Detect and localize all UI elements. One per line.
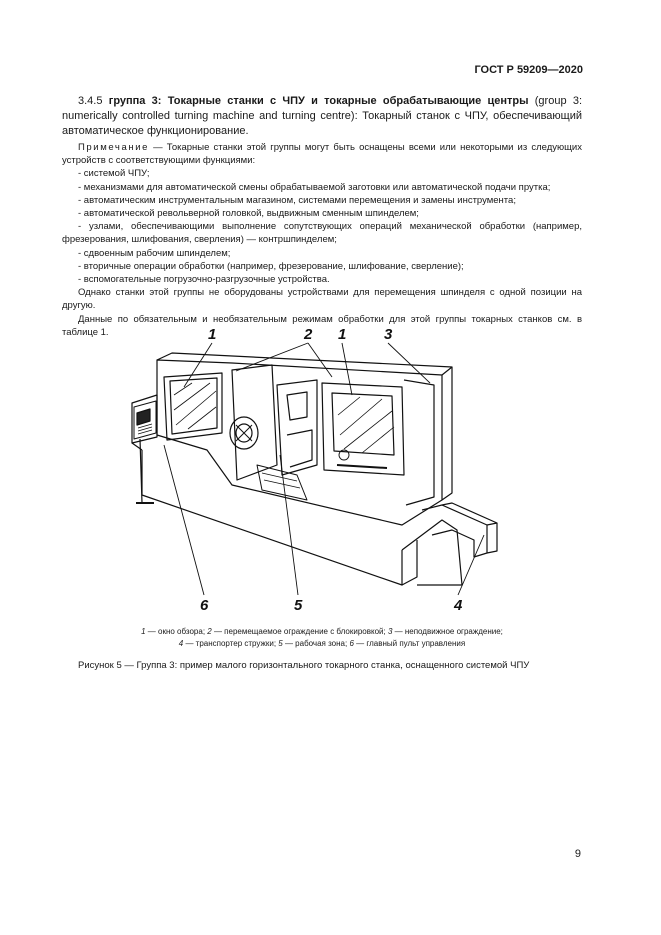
control-panel [134,401,156,503]
callout-number: 5 [294,597,303,614]
note-item: - автоматическим инструментальным магазином, системами перемещения и замены инструмента; [78,194,516,206]
figure-legend [62,626,582,650]
table-reference: Данные по обязательным и необязательным режимам обработки для этой группы токарных станков см. в таблице 1. [62,313,582,338]
term-title: группа 3: Токарные станки с ЧПУ и токарные обрабатывающие центры [108,95,529,107]
lathe-figure [112,325,512,617]
legend-text: — неподвижное ограждение; [392,627,503,636]
machine-base [142,450,402,585]
note-item: - механизмами для автоматической смены обрабатываемой заготовки или автоматической подачи прутка; [78,181,551,193]
page-number: 9 [574,848,581,860]
legend-number: 4 [178,639,184,648]
right-viewing-window [322,383,404,475]
callout-number: 1 [208,326,217,343]
callout-number: 6 [200,597,209,614]
legend-number: 3 [387,627,393,636]
note-item: - вспомогательные погрузочно-разгрузочные устройства. [78,274,330,286]
left-viewing-window [164,373,222,440]
note-item: - вторичные операции обработки (например, фрезерование, шлифование, сверление); [78,260,464,272]
legend-number: 2 [207,627,212,636]
legend-text: — окно обзора; [145,627,208,636]
legend-text: — транспортер стружки; [183,639,279,648]
machine-body [157,360,442,525]
legend-number: 6 [349,639,354,648]
term-definition [62,94,582,139]
document-id: ГОСТ Р 59209—2020 [474,64,583,76]
callout-number: 3 [384,326,393,343]
sliding-guard [230,365,277,480]
note-intro: — Токарные станки этой группы могут быть оснащены всеми или некоторыми из следующих устройств с соответствующими функциями: [62,142,582,167]
callout-number: 4 [454,597,463,614]
chip-conveyor [402,503,497,585]
legend-text: — рабочая зона; [282,639,350,648]
figure-caption: Рисунок 5 — Группа 3: пример малого горизонтального токарного станка, оснащенного системой ЧПУ [78,660,530,671]
note-extra: Однако станки этой группы не оборудованы устройствами для перемещения шпинделя с одной позиции на другую. [62,287,582,312]
legend-text: — главный пульт управления [353,639,466,648]
note-item: - системой ЧПУ; [78,168,150,180]
note-label: Примечание [78,142,149,153]
note-item: - узлами, обеспечивающими выполнение сопутствующих операций механической обработки (например, фрезерования, шлифования, сверления) — контршпинделем; [62,221,582,246]
legend-number: 5 [278,639,283,648]
callout-number: 2 [304,326,313,343]
section-number: 3.4.5 [78,95,103,107]
note-item: - автоматической револьверной головкой, выдвижным сменным шпинделем; [78,208,419,220]
legend-number: 1 [141,627,146,636]
note-item: - сдвоенным рабочим шпинделем; [78,247,231,259]
fixed-guard [404,380,434,505]
callout-number: 1 [338,326,347,343]
term-definition-text: (group 3: numerically controlled turning machine and turning centre): Токарный станок с ЧПУ, обеспечивающий автоматическое функционирование. [62,95,582,137]
work-zone [257,380,317,500]
legend-text: — перемещаемое ограждение с блокировкой; [211,627,388,636]
note-block [62,141,582,339]
